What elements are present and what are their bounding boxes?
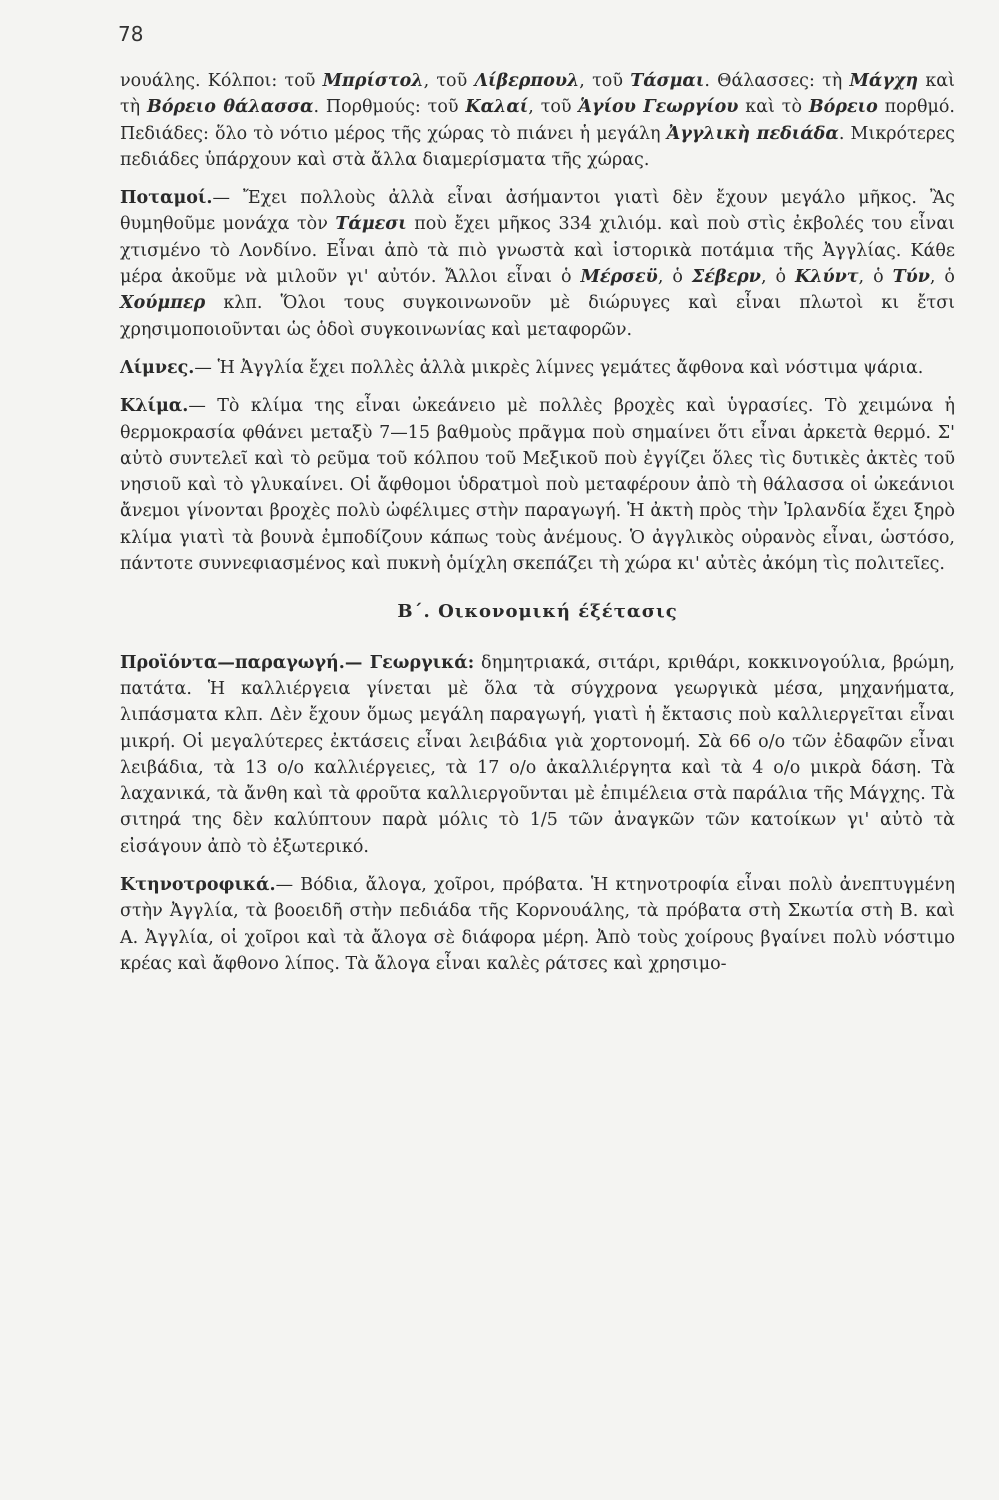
- text-run: — Βόδια, ἄλογα, χοῖροι, πρόβατα. Ἡ κτηνοτροφία εἶναι πολὺ ἀνεπτυγμένη στὴν Ἀγγλία, τὰ βοοειδῆ στὴν πεδιάδα τῆς Κορνουάλης, τὰ πρόβατα στὴ Σκωτία στὴ Β. καὶ Α. Ἀγγλία, οἱ χοῖροι καὶ τὰ ἄλογα σὲ διάφορα μέρη. Ἀπὸ τοὺς χοίρους βγαίνει πολὺ νόστιμο κρέας καὶ ἄφθονο λίπος. Τὰ ἄλογα εἶναι καλὲς ράτσες καὶ χρησιμο-: [120, 875, 955, 974]
- paragraph-livestock: [120, 872, 955, 977]
- paragraph-climate: [120, 393, 955, 577]
- section-heading-rivers: Ποταμοί.: [120, 188, 213, 209]
- text-run: πορθμό. Πεδιάδες: ὅλο τὸ νότιο μέρος τῆς χώρας τὸ πιάνει ἡ μεγάλη: [120, 97, 955, 144]
- page-body: [120, 68, 955, 989]
- place-st-george: Ἁγίου Γεωργίου: [578, 97, 739, 118]
- section-heading-livestock: Κτηνοτροφικά.: [120, 875, 276, 896]
- text-run: κλπ. Ὅλοι τους συγκοινωνοῦν μὲ διώρυγες καὶ εἶναι πλωτοὶ κι ἔτσι χρησιμοποιοῦνται ὡς ὁδοὶ συγκοινωνίας καὶ μεταφορῶν.: [120, 293, 955, 340]
- text-run: . Πορθμούς: τοῦ: [313, 97, 466, 118]
- text-run: δημητριακά, σιτάρι, κριθάρι, κοκκινογούλια, βρώμη, πατάτα. Ἡ καλλιέργεια γίνεται μὲ ὅλα τὰ σύγχρονα γεωργικὰ μέσα, μηχανήματα, λιπάσματα κλπ. Δὲν ἔχουν ὅμως μεγάλη παραγωγή, γιατὶ ἡ ἔκτασις ποὺ καλλιεργεῖται εἶναι μικρή. Οἱ μεγαλύτερες ἐκτάσεις εἶναι λειβάδια γιὰ χορτονομή. Σὰ 66 ο/ο τῶν ἐδαφῶν εἶναι λειβάδια, τὰ 13 ο/ο καλλιέργειες, τὰ 17 ο/ο ἀκαλλιέργητα καὶ τὰ 4 ο/ο μικρὰ δάση. Τὰ λαχανικά, τὰ ἄνθη καὶ τὰ φροῦτα καλλιεργοῦνται μὲ ἐπιμέλεια στὰ παράλια τῆς Μάγχης. Τὰ σιτηρά της δὲν καλύπτουν παρὰ μόλις τὸ 1/5 τῶν ἀναγκῶν τῶν κατοίκων γι' αὐτὸ τὰ εἰσάγουν ἀπὸ τὸ ἐξωτερικό.: [120, 652, 955, 857]
- text-run: . Θάλασσες: τὴ: [704, 71, 850, 91]
- river-severn: Σέβερν: [691, 267, 761, 288]
- page-number: 78: [118, 22, 144, 46]
- place-channel: Μάγχη: [849, 71, 919, 91]
- place-north-strait: Βόρειο: [808, 97, 878, 118]
- text-run: , ὁ: [858, 267, 893, 288]
- place-north-sea: Βόρειο θάλασσα: [147, 97, 314, 118]
- text-run: καὶ τὴ: [120, 71, 955, 118]
- place-english-plain: Ἀγγλικὴ πεδιάδα: [666, 123, 839, 144]
- text-run: νουάλης. Κόλποι: τοῦ: [120, 71, 323, 91]
- text-run: — Τὸ κλίμα της εἶναι ὠκεάνειο μὲ πολλὲς βροχὲς καὶ ὑγρασίες. Τὸ χειμώνα ἡ θερμοκρασία φθάνει μεταξὺ 7—15 βαθμοὺς πρᾶγμα ποὺ σημαίνει ὅτι εἶναι ἀρκετὰ θερμό. Σ' αὐτὸ συντελεῖ καὶ τὸ ρεῦμα τοῦ κόλπου τοῦ Μεξικοῦ ποὺ ἐγγίζει ὅλες τὶς δυτικὲς ἀκτὲς τοῦ νησιοῦ καὶ τὸ γλυκαίνει. Οἱ ἄφθομοι ὑδρατμοὶ ποὺ μεταφέρουν ἀπὸ τὴ θάλασσα οἱ ὠκεάνιοι ἄνεμοι γίνονται βροχὲς πολὺ ὠφέλιμες στὴν παραγωγή. Ἡ ἀκτὴ πρὸς τὴν Ἰρλανδία ἔχει ξηρὸ κλίμα γιατὶ τὰ βουνὰ ἐμποδίζουν κάπως τοὺς ἀνέμους. Ὁ ἀγγλικὸς οὐρανὸς εἶναι, ὡστόσο, πάντοτε συννεφιασμένος καὶ πυκνὴ ὁμίχλη σκεπάζει τὴ χώρα κι' αὐτὲς ἀκόμη τὶς πολιτεῖες.: [120, 396, 955, 575]
- text-run: , τοῦ: [579, 71, 631, 91]
- text-run: — Ἡ Ἀγγλία ἔχει πολλὲς ἀλλὰ μικρὲς λίμνες γεμάτες ἄφθονα καὶ νόστιμα ψάρια.: [194, 357, 924, 378]
- text-run: , τοῦ: [423, 71, 475, 91]
- paragraph-coasts: [120, 68, 955, 173]
- section-b-heading: Β΄. Οικονομική έξέτασις: [397, 601, 678, 623]
- paragraph-agriculture: [120, 650, 955, 860]
- place-bristol: Μπρίστολ: [322, 71, 424, 91]
- paragraph-lakes: [120, 355, 955, 381]
- place-thames-gulf: Τάσμαι: [630, 71, 705, 91]
- text-run: ποὺ ἔχει μῆκος 334 χιλιόμ. καὶ ποὺ στὶς ἐκβολές του εἶναι χτισμένο τὸ Λονδίνο. Εἶναι ἀπὸ τὰ πιὸ γνωστὰ καὶ ἱστορικὰ ποτάμια τῆς Ἀγγλίας. Κάθε μέρα ἀκοῦμε νὰ μιλοῦν γι' αὐτόν. Ἄλλοι εἶναι ὁ: [120, 214, 955, 288]
- text-run: καὶ τὸ: [738, 97, 809, 118]
- river-clyde: Κλύντ: [794, 267, 859, 288]
- river-humber: Χούμπερ: [120, 293, 206, 314]
- section-heading-agricultural: — Γεωργικά:: [344, 652, 475, 673]
- section-heading-lakes: Λίμνες.: [120, 357, 195, 378]
- section-heading-climate: Κλίμα.: [120, 396, 189, 417]
- river-mersey: Μέρσεϋ: [580, 267, 658, 288]
- place-calais: Καλαί: [465, 97, 529, 118]
- river-tyne: Τύν: [892, 267, 930, 288]
- text-run: , ὁ: [929, 267, 955, 288]
- section-heading-products: Προϊόντα—παραγωγή.: [120, 652, 345, 673]
- place-liverpool: Λίβερπουλ: [474, 71, 580, 91]
- text-run: . Μικρότερες πεδιάδες ὑπάρχουν καὶ στὰ ἄλλα διαμερίσματα τῆς χώρας.: [120, 123, 955, 170]
- text-run: , ὁ: [760, 267, 795, 288]
- river-thames: Τάμεσι: [335, 214, 407, 235]
- text-run: , τοῦ: [528, 97, 579, 118]
- paragraph-rivers: [120, 185, 955, 343]
- text-run: — Ἔχει πολλοὺς ἀλλὰ εἶναι ἀσήμαντοι γιατὶ δὲν ἔχουν μεγάλο μῆκος. Ἂς θυμηθοῦμε μονάχα τὸν: [120, 188, 955, 235]
- text-run: , ὁ: [657, 267, 692, 288]
